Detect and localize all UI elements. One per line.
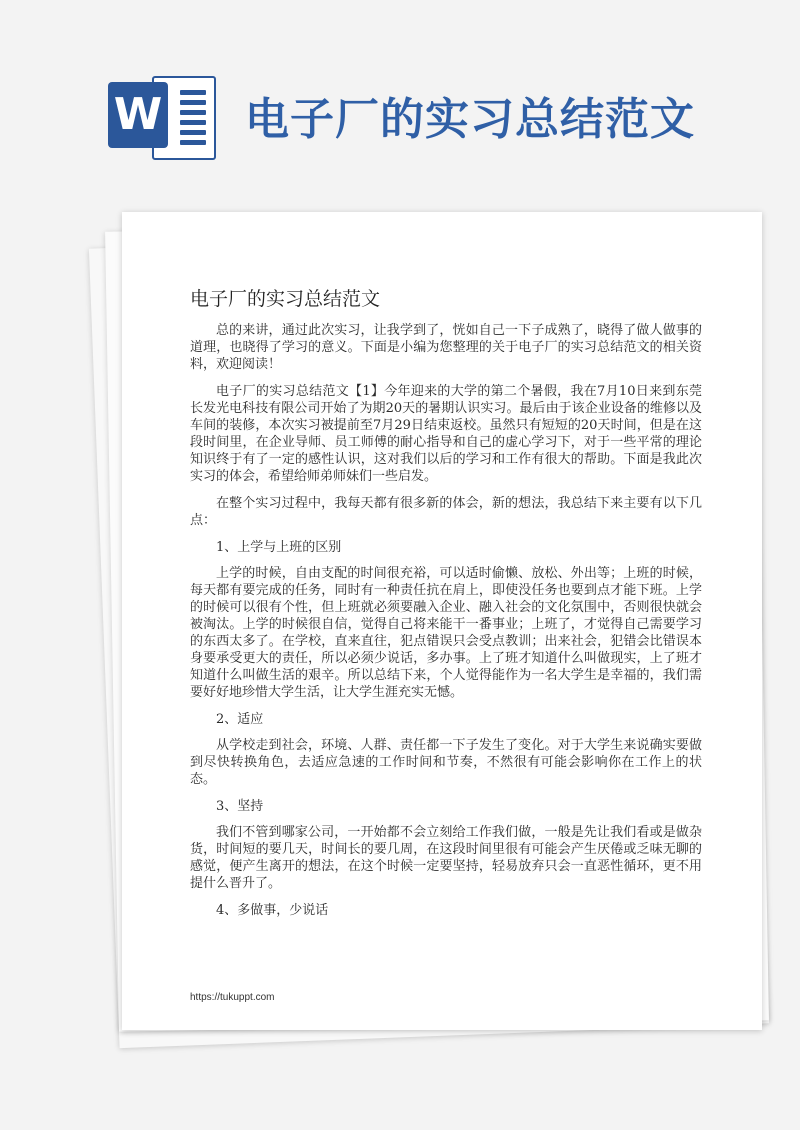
- paragraph-section-3: 我们不管到哪家公司，一开始都不会立刻给工作我们做，一般是先让我们看或是做杂货，时间短的要几天，时间长的要几周，在这段时间里很有可能会产生厌倦或乏味无聊的感觉，便产生离开的想法，在这个时候一定要坚持，轻易放弃只会一直恶性循环，更不用提什么晋升了。: [190, 825, 702, 891]
- banner: [0, 0, 800, 200]
- word-letter-badge: W: [108, 82, 168, 148]
- banner-title: 电子厂的实习总结范文: [245, 94, 695, 145]
- paragraph-section-2: 从学校走到社会，环境、人群、责任都一下子发生了变化。对于大学生来说确实要做到尽快转换角色，去适应急速的工作时间和节奏，不然很有可能会影响你在工作上的状态。: [190, 738, 702, 787]
- document-page: [122, 212, 762, 1030]
- section-heading-2: 2、适应: [216, 712, 264, 727]
- paragraph-points-intro: 在整个实习过程中，我每天都有很多新的体会，新的想法，我总结下来主要有以下几点：: [190, 496, 702, 528]
- section-heading-3: 3、坚持: [216, 799, 264, 814]
- paragraph-summary-1: 电子厂的实习总结范文【1】今年迎来的大学的第二个暑假，我在7月10日来到东莞长发光电科技有限公司开始了为期20天的暑期认识实习。最后由于该企业设备的维修以及车间的装修，本次实习被提前至7月29日结束返校。虽然只有短短的20天时间，但是在这段时间里，在企业导师、员工师傅的耐心指导和自己的虚心学习下，对于一些平常的理论知识终于有了一定的感性认识，这对我们以后的学习和工作有很大的帮助。下面是我此次实习的体会，希望给师弟师妹们一些启发。: [190, 384, 702, 484]
- section-heading-1: 1、上学与上班的区别: [216, 540, 342, 555]
- paragraph-intro: 总的来讲，通过此次实习，让我学到了，恍如自己一下子成熟了，晓得了做人做事的道理，也晓得了学习的意义。下面是小编为您整理的关于电子厂的实习总结范文的相关资料，欢迎阅读！: [190, 323, 702, 372]
- section-heading-4: 4、多做事，少说话: [216, 903, 329, 918]
- document-title: 电子厂的实习总结范文: [190, 288, 381, 310]
- paragraph-section-1: 上学的时候，自由支配的时间很充裕，可以适时偷懒、放松、外出等；上班的时候，每天都有要完成的任务，同时有一种责任抗在肩上，即使没任务也要到点才能下班。上学的时候可以很有个性，但上班就必须要融入企业、融入社会的文化氛围中，否则很快就会被淘汰。上学的时候很自信，觉得自己将来能干一番事业；上班了，才觉得自己需要学习的东西太多了。在学校，直来直往，犯点错误只会受点教训；出来社会，犯错会比错误本身要承受更大的责任，所以必须少说话，多办事。上了班才知道什么叫做现实，上了班才知道什么叫做生活的艰辛。所以总结下来，个人觉得能作为一名大学生是幸福的，我们需要好好地珍惜大学生活，让大学生涯充实无憾。: [190, 566, 702, 700]
- word-document-icon: [108, 72, 218, 162]
- document-body: [190, 322, 702, 928]
- footer-link[interactable]: https://tukuppt.com: [190, 992, 275, 1003]
